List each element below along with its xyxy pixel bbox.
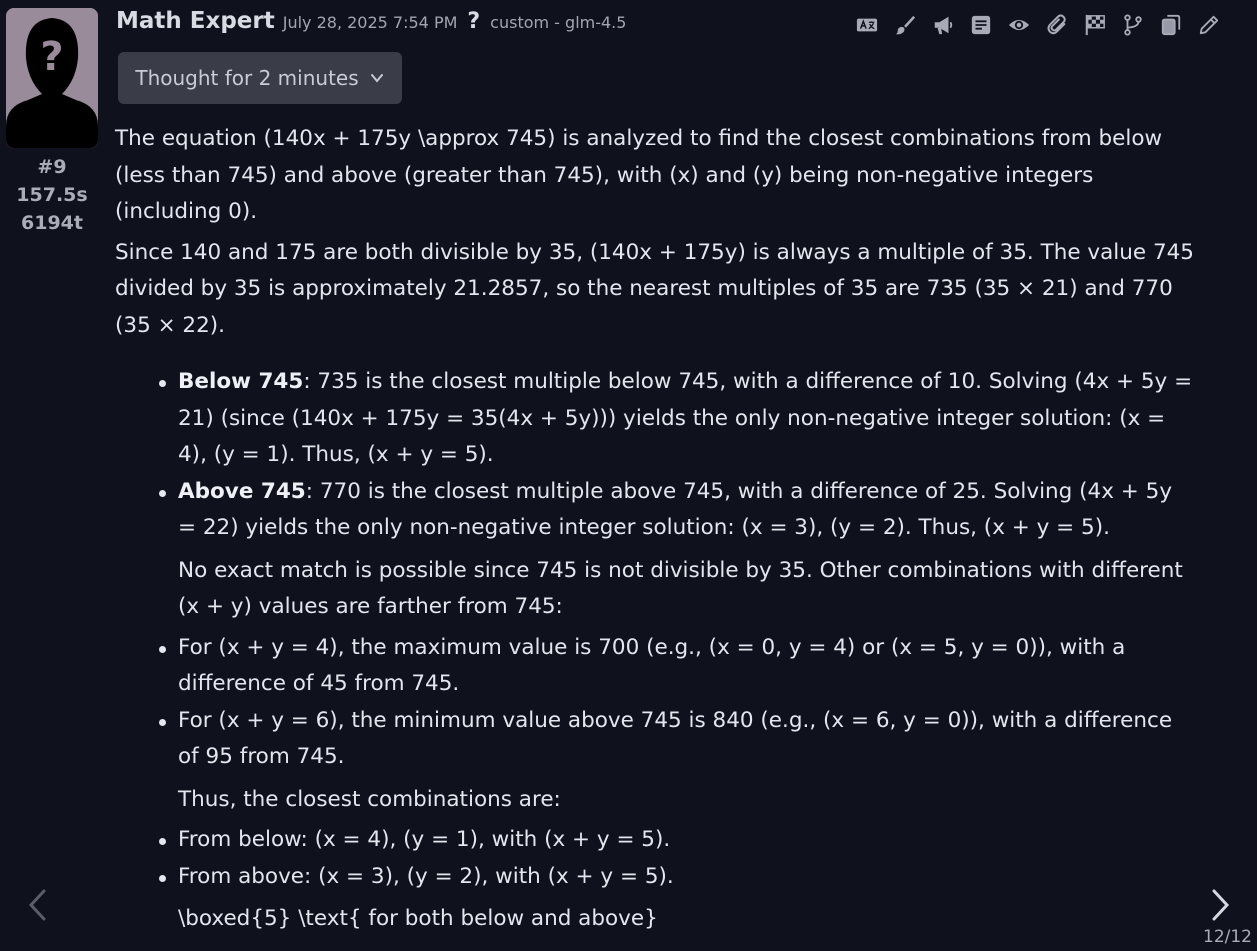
branch-button[interactable] bbox=[1118, 10, 1148, 40]
list-item-text: : 735 is the closest multiple below 745, with a difference of 10. Solving (4x + 5y = 21) (since (140x + 175y = 35(4x + 5y))) yields the only non-negative integer solution: (x = 4), (y = 1). Thus, (x + y = 5). bbox=[178, 369, 1193, 467]
chevron-left-icon bbox=[25, 888, 51, 922]
page-counter: 12/12 bbox=[1203, 927, 1252, 947]
author-name: Math Expert bbox=[116, 8, 275, 34]
brush-icon bbox=[894, 14, 916, 36]
flag-icon bbox=[1084, 14, 1106, 36]
message-token-count: 6194t bbox=[21, 212, 83, 234]
edit-icon bbox=[1198, 14, 1220, 36]
list-item: From above: (x = 3), (y = 2), with (x + y = 5). bbox=[178, 859, 1195, 896]
list-item: From below: (x = 4), (y = 1), with (x + y = 5). bbox=[178, 822, 1195, 859]
message-body bbox=[115, 121, 1195, 942]
branch-icon bbox=[1122, 14, 1144, 36]
list-item: For (x + y = 6), the minimum value above 745 is 840 (e.g., (x = 6, y = 0)), with a difference of 95 from 745. bbox=[178, 703, 1195, 776]
megaphone-icon bbox=[932, 14, 954, 36]
model-name: custom - glm-4.5 bbox=[490, 13, 627, 32]
eye-icon bbox=[1008, 14, 1030, 36]
list-item bbox=[178, 474, 1195, 547]
bullet-list bbox=[115, 364, 1195, 547]
flag-button[interactable] bbox=[1080, 10, 1110, 40]
thought-label: Thought for 2 minutes bbox=[135, 66, 359, 90]
attach-button[interactable] bbox=[1042, 10, 1072, 40]
thought-toggle-button[interactable] bbox=[118, 52, 402, 104]
bullet-list bbox=[115, 822, 1195, 895]
announce-button[interactable] bbox=[928, 10, 958, 40]
copy-icon bbox=[1160, 14, 1182, 36]
paperclip-icon bbox=[1046, 14, 1068, 36]
note-icon bbox=[970, 14, 992, 36]
visibility-button[interactable] bbox=[1004, 10, 1034, 40]
message-meta bbox=[6, 153, 98, 237]
paragraph: Thus, the closest combinations are: bbox=[178, 786, 561, 812]
bold-label: Below 745 bbox=[178, 369, 304, 394]
list-item-text: : 770 is the closest multiple above 745, with a difference of 25. Solving (4x + 5y = 22) yields the only non-negative integer solution: (x = 3), (y = 2). Thus, (x + y = 5). bbox=[178, 478, 1173, 540]
paragraph: Since 140 and 175 are both divisible by 35, (140x + 175y) is always a multiple of 35. The value 745 divided by 35 is approximately 21.2857, so the nearest multiples of 35 are 735 (35 × 21) and 770 (35 × 22). bbox=[115, 239, 1194, 338]
message-header bbox=[116, 8, 626, 42]
style-button[interactable] bbox=[890, 10, 920, 40]
list-item: For (x + y = 4), the maximum value is 700 (e.g., (x = 0, y = 4) or (x = 5, y = 0)), with a difference of 45 from 745. bbox=[178, 630, 1195, 703]
paragraph: \boxed{5} \text{ for both below and above} bbox=[178, 906, 658, 931]
svg-text:?: ? bbox=[40, 34, 64, 80]
list-item bbox=[178, 364, 1195, 474]
edit-button[interactable] bbox=[1194, 10, 1224, 40]
note-button[interactable] bbox=[966, 10, 996, 40]
previous-message-button[interactable] bbox=[18, 885, 58, 925]
chevron-down-icon bbox=[369, 70, 385, 86]
next-message-button[interactable] bbox=[1200, 885, 1240, 925]
avatar bbox=[6, 8, 98, 148]
help-icon[interactable]: ? bbox=[467, 9, 481, 34]
anonymous-user-icon bbox=[6, 8, 98, 148]
paragraph: No exact match is possible since 745 is not divisible by 35. Other combinations with different (x + y) values are farther from 745: bbox=[178, 557, 1183, 619]
translate-button[interactable] bbox=[852, 10, 882, 40]
copy-button[interactable] bbox=[1156, 10, 1186, 40]
message-toolbar bbox=[852, 10, 1232, 40]
bullet-list bbox=[115, 630, 1195, 776]
bold-label: Above 745 bbox=[178, 478, 306, 504]
message-timestamp: July 28, 2025 7:54 PM bbox=[282, 13, 458, 32]
translate-icon bbox=[856, 14, 878, 36]
chevron-right-icon bbox=[1207, 888, 1233, 922]
message-index: #9 bbox=[37, 156, 67, 178]
paragraph: The equation (140x + 175y \approx 745) is analyzed to find the closest combinations from below (less than 745) and above (greater than 745), with (x) and (y) being non-negative integers (including 0). bbox=[115, 126, 1163, 224]
message-duration: 157.5s bbox=[16, 184, 88, 206]
